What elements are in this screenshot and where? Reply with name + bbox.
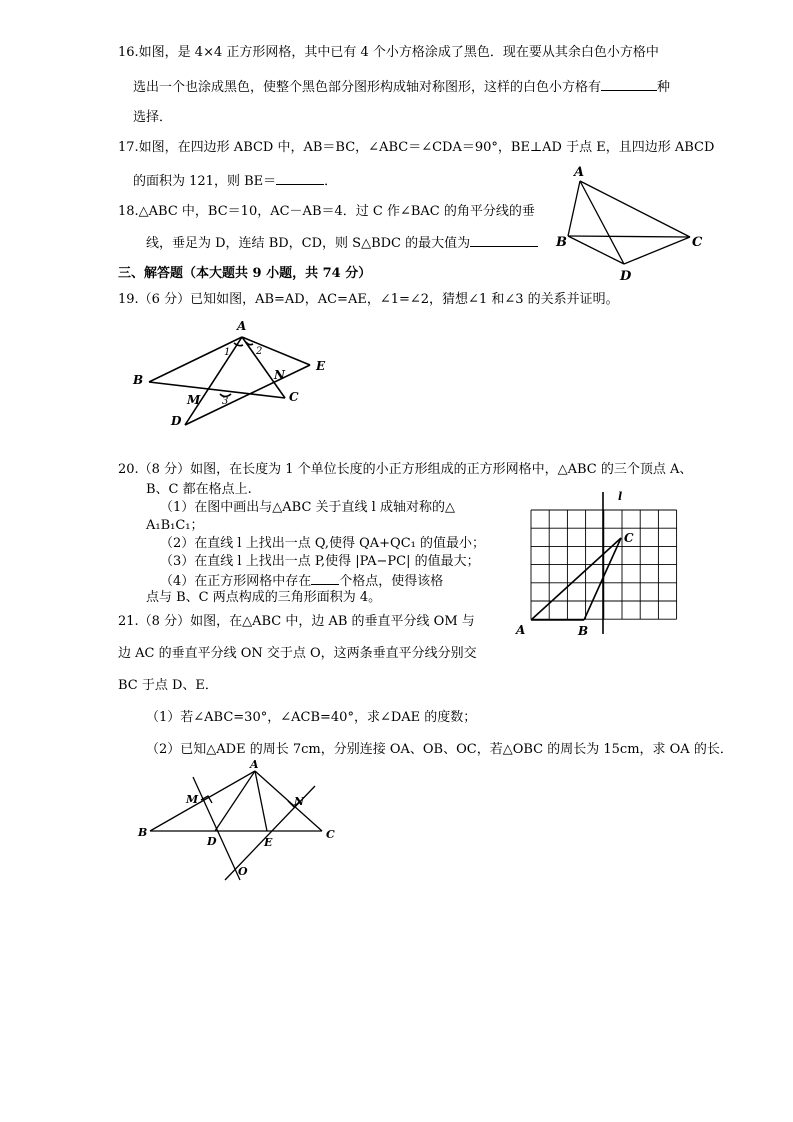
q20-label-l: l <box>618 490 623 503</box>
q20-answer-blank <box>311 572 339 585</box>
q21-line2: 边 AC 的垂直平分线 ON 交于点 O，这两条垂直平分线分别交 <box>118 646 477 661</box>
q21-label-c: C <box>326 828 335 841</box>
q20-part4a <box>160 572 443 590</box>
q19-label-m: M <box>187 393 201 407</box>
q17-line2-end: ． <box>324 174 338 189</box>
q16-answer-blank <box>601 78 657 91</box>
q21-label-d: D <box>207 835 217 848</box>
section3-heading: 三、解答题（本大题共 9 小题，共 74 分） <box>118 266 372 281</box>
q18-figure <box>548 160 718 285</box>
q19-angle-1: 1 <box>224 347 231 358</box>
q20-part4c: 点与 B、C 两点构成的三角形面积为 4。 <box>146 590 382 605</box>
q20-part4a-text: （4）在正方形网格中存在 <box>160 574 312 589</box>
q20-grid-figure <box>510 488 685 640</box>
q21-label-b: B <box>138 826 148 839</box>
q20-part1b: A₁B₁C₁； <box>146 518 204 533</box>
q16-line3: 选择． <box>133 110 173 125</box>
q17-line2-text: 的面积为 121，则 BE＝ <box>133 174 277 189</box>
q16-line2-text: 选出一个也涂成黑色，使整个黑色部分图形构成轴对称图形，这样的白色小方格有 <box>133 80 602 95</box>
q20-label-a: A <box>516 623 526 637</box>
q19-label-a: A <box>237 319 247 333</box>
q18-label-b: B <box>556 235 567 250</box>
q18-label-d: D <box>620 269 632 284</box>
q21-figure <box>130 758 345 886</box>
q19-label-e: E <box>316 359 326 373</box>
q16-line2-end: 种 <box>657 80 671 95</box>
q21-part1: （1）若∠ABC=30°，∠ACB=40°，求∠DAE 的度数； <box>146 710 477 725</box>
q18-label-a: A <box>574 165 585 180</box>
q16-line2 <box>133 78 670 96</box>
q18-answer-blank <box>470 234 538 247</box>
q19-angle-2: 2 <box>256 346 263 357</box>
q19-text: 19.（6 分）已知如图，AB=AD，AC=AE，∠1=∠2，猜想∠1 和∠3 的关系并证明。 <box>118 292 619 307</box>
q20-part4b-text: 个格点，使得该格 <box>339 574 444 589</box>
q17-line2 <box>133 172 337 190</box>
q18-label-c: C <box>692 235 703 250</box>
q19-label-b: B <box>133 373 144 387</box>
q20-line2: B、C 都在格点上. <box>146 482 252 497</box>
q19-figure <box>125 315 340 435</box>
q20-label-b: B <box>578 624 589 638</box>
q16-line1: 16.如图，是 4×4 正方形网格，其中已有 4 个小方格涂成了黑色．现在要从其余白色小方格中 <box>118 45 659 60</box>
q20-line1: 20.（8 分）如图，在长度为 1 个单位长度的小正方形组成的正方形网格中，△ABC 的三个顶点 A、 <box>118 462 693 477</box>
q20-part3: （3）在直线 l 上找出一点 P,使得 |PA−PC| 的值最大； <box>160 554 480 569</box>
q21-label-a: A <box>250 758 259 771</box>
q18-line2-text: 线，垂足为 D，连结 BD，CD，则 S△BDC 的最大值为 <box>146 236 471 251</box>
q20-part1a: （1）在图中画出与△ABC 关于直线 l 成轴对称的△ <box>160 500 455 515</box>
q20-label-c: C <box>624 531 634 545</box>
q21-label-e: E <box>264 836 273 849</box>
q21-part2: （2）已知△ADE 的周长 7cm，分别连接 OA、OB、OC，若△OBC 的周长为 15cm，求 OA 的长． <box>146 742 733 757</box>
q19-label-d: D <box>171 414 182 428</box>
q19-label-n: N <box>274 368 285 382</box>
q19-angle-3: 3 <box>222 396 229 407</box>
q20-part2: （2）在直线 l 上找出一点 Q,使得 QA+QC₁ 的值最小； <box>160 536 485 551</box>
q17-answer-blank <box>276 172 324 185</box>
q21-label-o: O <box>238 865 248 878</box>
q21-label-m: M <box>186 793 199 806</box>
q21-label-n: N <box>294 795 305 808</box>
q17-line1: 17.如图，在四边形 ABCD 中，AB＝BC，∠ABC＝∠CDA＝90°，BE⊥AD 于点 E，且四边形 ABCD <box>118 140 715 155</box>
q18-line1: 18.△ABC 中，BC＝10，AC－AB＝4．过 C 作∠BAC 的角平分线的垂 <box>118 204 535 219</box>
q21-line3: BC 于点 D、E． <box>118 678 218 693</box>
q21-line1: 21.（8 分）如图，在△ABC 中，边 AB 的垂直平分线 OM 与 <box>118 614 475 629</box>
q18-line2 <box>146 234 538 252</box>
q19-label-c: C <box>289 390 299 404</box>
